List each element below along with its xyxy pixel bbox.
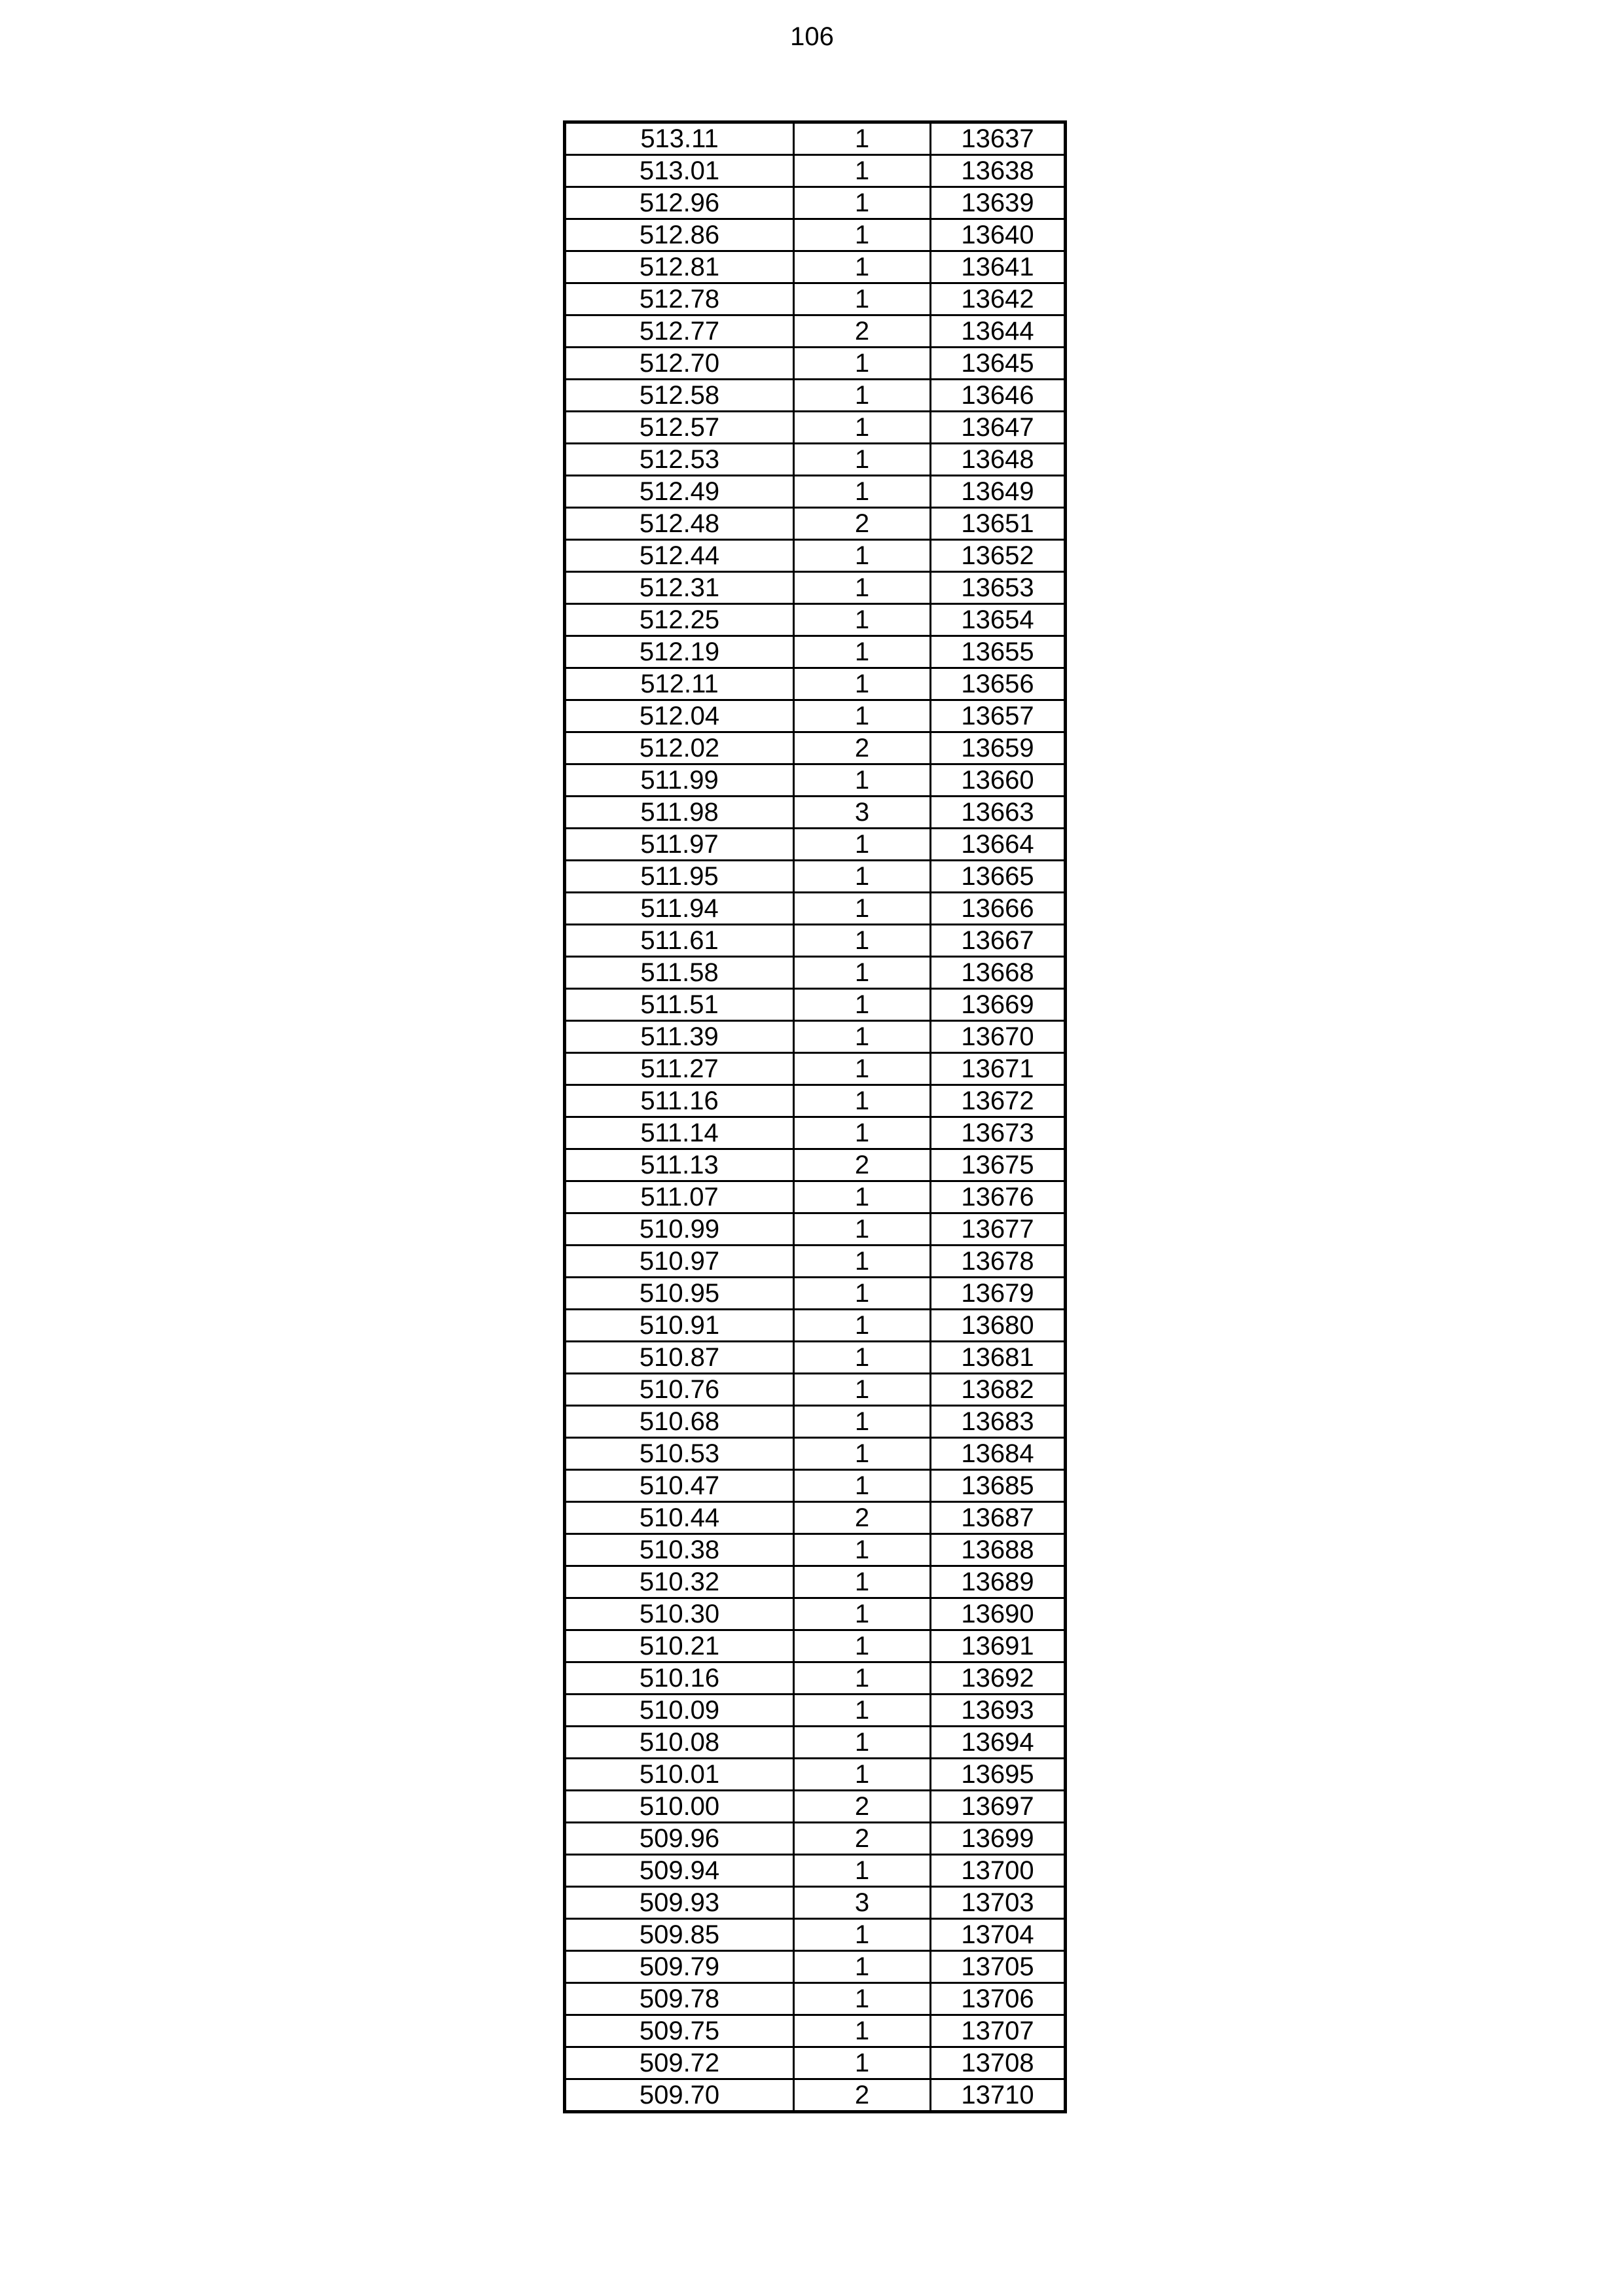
cumulative-cell: 13676 <box>931 1181 1066 1213</box>
cumulative-cell: 13669 <box>931 989 1066 1021</box>
table-row <box>565 1470 1066 1502</box>
cumulative-cell: 13660 <box>931 764 1066 797</box>
count-cell: 1 <box>794 861 931 893</box>
count-cell: 1 <box>794 155 931 187</box>
cumulative-cell: 13647 <box>931 412 1066 444</box>
table-row <box>565 1246 1066 1278</box>
count-cell: 1 <box>794 957 931 989</box>
count-cell: 1 <box>794 219 931 251</box>
value-cell: 511.94 <box>565 893 794 925</box>
count-cell: 1 <box>794 444 931 476</box>
table-row <box>565 604 1066 636</box>
table-row <box>565 1791 1066 1823</box>
cumulative-cell: 13642 <box>931 283 1066 315</box>
cumulative-cell: 13704 <box>931 1919 1066 1951</box>
count-cell: 1 <box>794 925 931 957</box>
cumulative-cell: 13687 <box>931 1502 1066 1534</box>
table-row <box>565 1855 1066 1887</box>
table-row <box>565 861 1066 893</box>
cumulative-cell: 13710 <box>931 2079 1066 2112</box>
table-row <box>565 764 1066 797</box>
cumulative-cell: 13654 <box>931 604 1066 636</box>
count-cell: 1 <box>794 1534 931 1566</box>
value-cell: 511.07 <box>565 1181 794 1213</box>
cumulative-cell: 13697 <box>931 1791 1066 1823</box>
value-cell: 511.16 <box>565 1085 794 1117</box>
count-cell: 3 <box>794 1887 931 1919</box>
data-table <box>563 120 1067 2113</box>
count-cell: 2 <box>794 1149 931 1181</box>
count-cell: 2 <box>794 1791 931 1823</box>
cumulative-cell: 13685 <box>931 1470 1066 1502</box>
cumulative-cell: 13670 <box>931 1021 1066 1053</box>
table-row <box>565 668 1066 700</box>
value-cell: 510.91 <box>565 1310 794 1342</box>
table-row <box>565 572 1066 604</box>
cumulative-cell: 13656 <box>931 668 1066 700</box>
value-cell: 512.57 <box>565 412 794 444</box>
value-cell: 511.95 <box>565 861 794 893</box>
value-cell: 512.04 <box>565 700 794 732</box>
table-row <box>565 1630 1066 1662</box>
cumulative-cell: 13684 <box>931 1438 1066 1470</box>
table-row <box>565 829 1066 861</box>
value-cell: 512.31 <box>565 572 794 604</box>
cumulative-cell: 13681 <box>931 1342 1066 1374</box>
cumulative-cell: 13652 <box>931 540 1066 572</box>
value-cell: 509.93 <box>565 1887 794 1919</box>
table-row <box>565 957 1066 989</box>
cumulative-cell: 13693 <box>931 1695 1066 1727</box>
count-cell: 1 <box>794 1630 931 1662</box>
table-row <box>565 1759 1066 1791</box>
value-cell: 510.01 <box>565 1759 794 1791</box>
count-cell: 1 <box>794 1598 931 1630</box>
value-cell: 512.53 <box>565 444 794 476</box>
table-row <box>565 1213 1066 1246</box>
cumulative-cell: 13641 <box>931 251 1066 283</box>
value-cell: 512.96 <box>565 187 794 219</box>
table-row <box>565 508 1066 540</box>
table-row <box>565 2015 1066 2047</box>
count-cell: 1 <box>794 2047 931 2079</box>
count-cell: 1 <box>794 1310 931 1342</box>
table-row <box>565 219 1066 251</box>
table-row <box>565 1374 1066 1406</box>
count-cell: 1 <box>794 2015 931 2047</box>
value-cell: 511.27 <box>565 1053 794 1085</box>
value-cell: 512.78 <box>565 283 794 315</box>
value-cell: 512.86 <box>565 219 794 251</box>
cumulative-cell: 13677 <box>931 1213 1066 1246</box>
count-cell: 1 <box>794 412 931 444</box>
value-cell: 509.96 <box>565 1823 794 1855</box>
count-cell: 1 <box>794 1855 931 1887</box>
cumulative-cell: 13694 <box>931 1727 1066 1759</box>
count-cell: 1 <box>794 1759 931 1791</box>
cumulative-cell: 13637 <box>931 122 1066 155</box>
table-row <box>565 893 1066 925</box>
count-cell: 1 <box>794 829 931 861</box>
value-cell: 510.95 <box>565 1278 794 1310</box>
cumulative-cell: 13671 <box>931 1053 1066 1085</box>
table-row <box>565 700 1066 732</box>
value-cell: 510.44 <box>565 1502 794 1534</box>
count-cell: 1 <box>794 380 931 412</box>
table-row <box>565 1566 1066 1598</box>
count-cell: 1 <box>794 1983 931 2015</box>
table-row <box>565 1342 1066 1374</box>
value-cell: 512.81 <box>565 251 794 283</box>
cumulative-cell: 13651 <box>931 508 1066 540</box>
table-row <box>565 1053 1066 1085</box>
table-row <box>565 476 1066 508</box>
count-cell: 2 <box>794 1823 931 1855</box>
value-cell: 510.08 <box>565 1727 794 1759</box>
value-cell: 512.70 <box>565 348 794 380</box>
cumulative-cell: 13706 <box>931 1983 1066 2015</box>
table-row <box>565 1438 1066 1470</box>
count-cell: 1 <box>794 1662 931 1695</box>
cumulative-cell: 13663 <box>931 797 1066 829</box>
table-row <box>565 797 1066 829</box>
cumulative-cell: 13645 <box>931 348 1066 380</box>
value-cell: 510.68 <box>565 1406 794 1438</box>
count-cell: 1 <box>794 251 931 283</box>
value-cell: 511.61 <box>565 925 794 957</box>
page-number: 106 <box>790 22 834 51</box>
count-cell: 1 <box>794 700 931 732</box>
count-cell: 1 <box>794 1919 931 1951</box>
cumulative-cell: 13708 <box>931 2047 1066 2079</box>
count-cell: 1 <box>794 764 931 797</box>
count-cell: 2 <box>794 508 931 540</box>
table-row <box>565 1823 1066 1855</box>
table-row <box>565 1887 1066 1919</box>
cumulative-cell: 13666 <box>931 893 1066 925</box>
value-cell: 512.77 <box>565 315 794 348</box>
count-cell: 1 <box>794 1727 931 1759</box>
table-row <box>565 1502 1066 1534</box>
table-row <box>565 540 1066 572</box>
table-row <box>565 1181 1066 1213</box>
cumulative-cell: 13639 <box>931 187 1066 219</box>
value-cell: 512.44 <box>565 540 794 572</box>
table-row <box>565 1021 1066 1053</box>
value-cell: 511.14 <box>565 1117 794 1149</box>
count-cell: 1 <box>794 893 931 925</box>
value-cell: 509.70 <box>565 2079 794 2112</box>
cumulative-cell: 13691 <box>931 1630 1066 1662</box>
count-cell: 2 <box>794 2079 931 2112</box>
cumulative-cell: 13664 <box>931 829 1066 861</box>
value-cell: 511.51 <box>565 989 794 1021</box>
cumulative-cell: 13657 <box>931 700 1066 732</box>
count-cell: 2 <box>794 732 931 764</box>
count-cell: 1 <box>794 122 931 155</box>
value-cell: 510.99 <box>565 1213 794 1246</box>
count-cell: 2 <box>794 315 931 348</box>
count-cell: 1 <box>794 1181 931 1213</box>
value-cell: 509.85 <box>565 1919 794 1951</box>
value-cell: 510.00 <box>565 1791 794 1823</box>
table-row <box>565 1149 1066 1181</box>
table-row <box>565 122 1066 155</box>
count-cell: 1 <box>794 1021 931 1053</box>
count-cell: 1 <box>794 1566 931 1598</box>
table-row <box>565 1534 1066 1566</box>
value-cell: 512.11 <box>565 668 794 700</box>
count-cell: 1 <box>794 1470 931 1502</box>
value-cell: 510.32 <box>565 1566 794 1598</box>
table-row <box>565 636 1066 668</box>
cumulative-cell: 13707 <box>931 2015 1066 2047</box>
table-row <box>565 1310 1066 1342</box>
value-cell: 510.76 <box>565 1374 794 1406</box>
table-row <box>565 1919 1066 1951</box>
value-cell: 512.58 <box>565 380 794 412</box>
table-row <box>565 155 1066 187</box>
table-row <box>565 989 1066 1021</box>
cumulative-cell: 13655 <box>931 636 1066 668</box>
cumulative-cell: 13690 <box>931 1598 1066 1630</box>
cumulative-cell: 13682 <box>931 1374 1066 1406</box>
count-cell: 1 <box>794 1246 931 1278</box>
cumulative-cell: 13689 <box>931 1566 1066 1598</box>
count-cell: 1 <box>794 540 931 572</box>
count-cell: 1 <box>794 1342 931 1374</box>
value-cell: 510.38 <box>565 1534 794 1566</box>
value-cell: 509.94 <box>565 1855 794 1887</box>
table-row <box>565 1983 1066 2015</box>
value-cell: 513.11 <box>565 122 794 155</box>
table-row <box>565 251 1066 283</box>
count-cell: 1 <box>794 604 931 636</box>
count-cell: 1 <box>794 283 931 315</box>
cumulative-cell: 13644 <box>931 315 1066 348</box>
cumulative-cell: 13646 <box>931 380 1066 412</box>
cumulative-cell: 13667 <box>931 925 1066 957</box>
cumulative-cell: 13679 <box>931 1278 1066 1310</box>
count-cell: 1 <box>794 989 931 1021</box>
count-cell: 1 <box>794 636 931 668</box>
value-cell: 513.01 <box>565 155 794 187</box>
table-row <box>565 1117 1066 1149</box>
table-row <box>565 1278 1066 1310</box>
cumulative-cell: 13638 <box>931 155 1066 187</box>
count-cell: 1 <box>794 1053 931 1085</box>
table-row <box>565 1695 1066 1727</box>
value-cell: 511.58 <box>565 957 794 989</box>
count-cell: 1 <box>794 1278 931 1310</box>
count-cell: 1 <box>794 1951 931 1983</box>
value-cell: 510.16 <box>565 1662 794 1695</box>
value-cell: 510.09 <box>565 1695 794 1727</box>
table-row <box>565 1085 1066 1117</box>
count-cell: 1 <box>794 1117 931 1149</box>
cumulative-cell: 13683 <box>931 1406 1066 1438</box>
cumulative-cell: 13653 <box>931 572 1066 604</box>
count-cell: 1 <box>794 1438 931 1470</box>
value-cell: 509.79 <box>565 1951 794 1983</box>
count-cell: 1 <box>794 1695 931 1727</box>
cumulative-cell: 13672 <box>931 1085 1066 1117</box>
count-cell: 1 <box>794 1374 931 1406</box>
cumulative-cell: 13675 <box>931 1149 1066 1181</box>
table-row <box>565 2079 1066 2112</box>
cumulative-cell: 13699 <box>931 1823 1066 1855</box>
value-cell: 509.78 <box>565 1983 794 2015</box>
table-row <box>565 732 1066 764</box>
value-cell: 511.99 <box>565 764 794 797</box>
cumulative-cell: 13692 <box>931 1662 1066 1695</box>
value-cell: 512.48 <box>565 508 794 540</box>
value-cell: 510.87 <box>565 1342 794 1374</box>
cumulative-cell: 13673 <box>931 1117 1066 1149</box>
table-row <box>565 1727 1066 1759</box>
cumulative-cell: 13688 <box>931 1534 1066 1566</box>
table-body <box>565 122 1066 2112</box>
value-cell: 511.13 <box>565 1149 794 1181</box>
count-cell: 1 <box>794 1085 931 1117</box>
cumulative-cell: 13648 <box>931 444 1066 476</box>
count-cell: 1 <box>794 1213 931 1246</box>
table-row <box>565 2047 1066 2079</box>
count-cell: 1 <box>794 187 931 219</box>
value-cell: 510.30 <box>565 1598 794 1630</box>
cumulative-cell: 13649 <box>931 476 1066 508</box>
value-cell: 511.97 <box>565 829 794 861</box>
count-cell: 1 <box>794 668 931 700</box>
table-row <box>565 283 1066 315</box>
value-cell: 510.97 <box>565 1246 794 1278</box>
table-row <box>565 380 1066 412</box>
value-cell: 510.53 <box>565 1438 794 1470</box>
cumulative-cell: 13665 <box>931 861 1066 893</box>
cumulative-cell: 13678 <box>931 1246 1066 1278</box>
count-cell: 1 <box>794 348 931 380</box>
table-row <box>565 187 1066 219</box>
table-row <box>565 1598 1066 1630</box>
cumulative-cell: 13703 <box>931 1887 1066 1919</box>
value-cell: 512.49 <box>565 476 794 508</box>
cumulative-cell: 13695 <box>931 1759 1066 1791</box>
cumulative-cell: 13640 <box>931 219 1066 251</box>
cumulative-cell: 13680 <box>931 1310 1066 1342</box>
value-cell: 510.47 <box>565 1470 794 1502</box>
table-row <box>565 1406 1066 1438</box>
count-cell: 1 <box>794 1406 931 1438</box>
count-cell: 1 <box>794 572 931 604</box>
table-row <box>565 348 1066 380</box>
count-cell: 2 <box>794 1502 931 1534</box>
value-cell: 511.98 <box>565 797 794 829</box>
value-cell: 511.39 <box>565 1021 794 1053</box>
count-cell: 3 <box>794 797 931 829</box>
value-cell: 512.25 <box>565 604 794 636</box>
table-row <box>565 1951 1066 1983</box>
table-row <box>565 925 1066 957</box>
cumulative-cell: 13700 <box>931 1855 1066 1887</box>
value-cell: 510.21 <box>565 1630 794 1662</box>
table-row <box>565 444 1066 476</box>
value-cell: 512.19 <box>565 636 794 668</box>
table-row <box>565 315 1066 348</box>
value-cell: 509.75 <box>565 2015 794 2047</box>
value-cell: 509.72 <box>565 2047 794 2079</box>
count-cell: 1 <box>794 476 931 508</box>
cumulative-cell: 13659 <box>931 732 1066 764</box>
table-row <box>565 1662 1066 1695</box>
value-cell: 512.02 <box>565 732 794 764</box>
cumulative-cell: 13705 <box>931 1951 1066 1983</box>
cumulative-cell: 13668 <box>931 957 1066 989</box>
table-row <box>565 412 1066 444</box>
